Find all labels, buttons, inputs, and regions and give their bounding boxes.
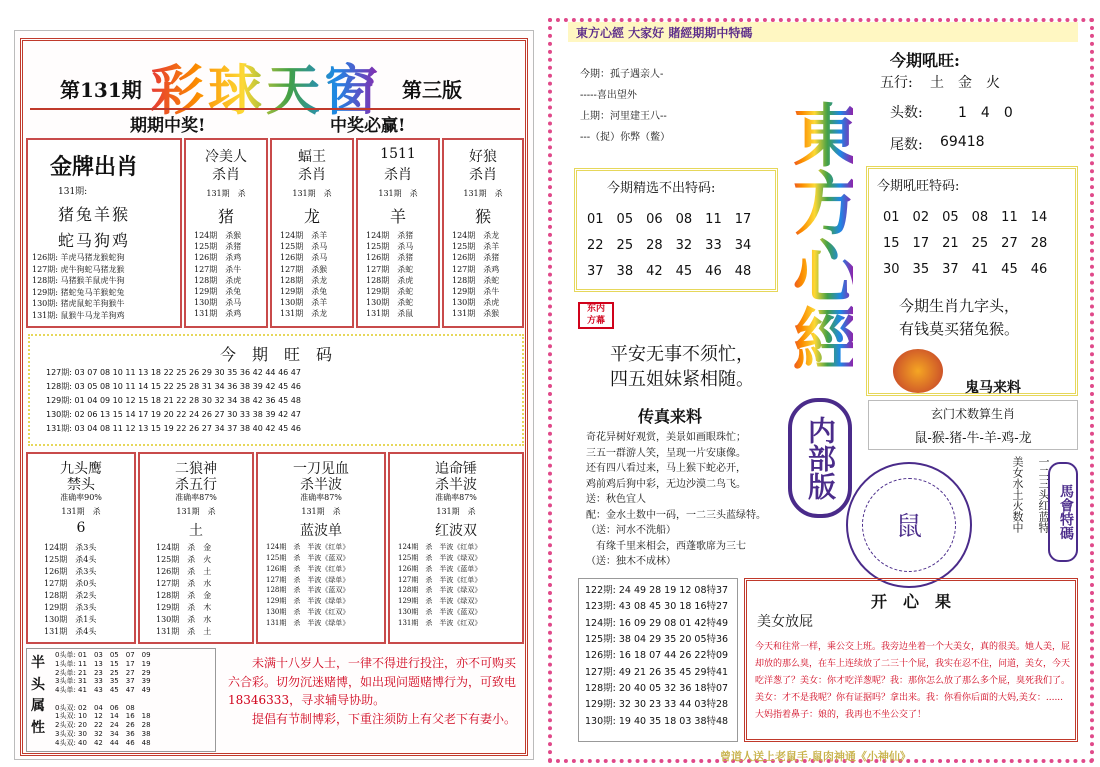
chase-hammer-rate: 准确率87% <box>435 493 477 502</box>
chase-hammer-period: 131期 杀 <box>436 507 476 516</box>
nine-head-history: 124期 杀3头 125期 杀4头 126期 杀3头 127期 杀0头 128期 杀2头 129期 杀3头 130期 杀1头 131期 杀4头 <box>44 543 97 636</box>
riddle-info: 今期：孤子遇亲人- -----喜出望外 上期：河里建王八-- ---（捉）你弊（鳖） <box>580 69 671 143</box>
chase-hammer-value: 红波双 <box>435 523 477 539</box>
kill-col-1-history: 124期 杀猴 125期 杀猪 126期 杀鸡 127期 杀牛 128期 杀虎 129期 杀兔 130期 杀马 131期 杀鸡 <box>194 231 242 319</box>
gold-title: 金牌出肖 <box>50 154 139 180</box>
header-divider <box>30 108 520 110</box>
wuxing-value: 土 金 火 <box>930 75 1000 91</box>
wang-title: 今期吼旺: <box>890 51 960 70</box>
gold-line-1: 猪兔羊猴 <box>58 205 131 224</box>
tou-value: 1 4 0 <box>958 105 1013 121</box>
kill-col-4-sub: 杀肖 <box>469 167 497 183</box>
chuanzhen-title: 传真来料 <box>637 407 702 426</box>
nine-head-value: 6 <box>76 520 86 536</box>
xuanmen-list: 鼠-猴-猪-牛-羊-鸡-龙 <box>914 431 1032 446</box>
wei-label: 尾数: <box>890 137 923 153</box>
kaixin-title: 开 心 果 <box>870 592 951 611</box>
half-head-side: 半 头 属 性 <box>31 655 45 737</box>
tou-label: 头数: <box>890 105 923 121</box>
joke-title: 美女放屁 <box>757 614 813 630</box>
slogan-right: 中奖必赢! <box>330 116 406 136</box>
gui-title: 鬼马来料 <box>965 380 1021 396</box>
gold-period: 131期: <box>58 187 88 197</box>
wang-ma-title: 今 期 旺 码 <box>219 345 332 364</box>
history-list: 122期: 24 49 28 19 12 08特37 123期: 43 08 45 30 18 16特27 124期: 16 09 29 08 01 42特49 125期: 38 04 29 35 20 05特36 126期: 16 18 07 44 26 22特09 127期: 49 21 26 35 45 29特41 128期: 20 40 05 32 36 18特07 129期: 32 30 23 33 44 03特28 130期: 19 40 35 18 03 38特48 <box>585 585 729 727</box>
one-blade-history: 124期 杀 半波《红单》 125期 杀 半波《蓝双》 126期 杀 半波《红单》 127期 杀 半波《绿单》 128期 杀 半波《蓝双》 129期 杀 半波《绿单》 130期 杀 半波《红双》 131期 杀 半波《绿单》 <box>266 543 350 627</box>
kill-col-2 <box>270 138 354 328</box>
hou-title: 今期吼旺特码: <box>877 179 960 194</box>
chase-hammer-title: 追命锤 <box>435 461 477 477</box>
history-box <box>578 578 738 742</box>
kill-col-2-title: 蝠王 <box>298 149 326 165</box>
jingxuan-numbers: 01 05 06 08 11 17 22 25 28 32 33 34 37 38 42 45 46 48 <box>587 212 752 279</box>
chase-hammer-box <box>388 452 524 644</box>
side-text-a: 美女水土火数中 <box>1011 456 1024 533</box>
kill-col-4-value: 猴 <box>474 207 491 226</box>
kill-col-1 <box>184 138 268 328</box>
nine-head-period: 131期 杀 <box>61 507 101 516</box>
jingxuan-box <box>574 168 778 292</box>
kill-col-3-value: 羊 <box>389 207 406 226</box>
chase-hammer-sub: 杀半波 <box>435 477 477 493</box>
wolf-god-period: 131期 杀 <box>176 507 216 516</box>
wolf-god-history: 124期 杀 金 125期 杀 火 126期 杀 土 127期 杀 水 128期 杀 金 129期 杀 木 130期 杀 水 131期 杀 土 <box>156 543 212 636</box>
inside-stamp: 东内 方幕 <box>578 302 614 329</box>
wolf-god-sub: 杀五行 <box>175 477 217 493</box>
kill-col-2-sub: 杀肖 <box>298 167 326 183</box>
kill-col-3-sub: 杀肖 <box>384 167 412 183</box>
kill-col-4 <box>442 138 524 328</box>
age-notice: 未满十八岁人士，一律不得进行投注，亦不可购买六合彩。切勿沉迷赌博，如出现问题赌博行为，可致电18346333，寻求辅导协助。 <box>228 656 517 708</box>
wang-ma-box <box>28 334 524 446</box>
gamble-notice: 提倡有节制博彩，下重注须防上有父老下有妻小。 <box>252 712 517 726</box>
wolf-god-rate: 准确率87% <box>175 493 217 502</box>
bottom-banner: 曾道人送上老鼠手,鼠肉神通《小神仙》 <box>720 750 911 763</box>
dongfang-logo: 東方心經 <box>781 100 862 372</box>
kill-col-2-period: 131期 杀 <box>292 189 332 198</box>
xuanmen-title: 玄门术数算生肖 <box>930 407 1015 421</box>
one-blade-value: 蓝波单 <box>300 523 342 539</box>
zodiac-center: 鼠 <box>895 512 922 542</box>
one-blade-sub: 杀半波 <box>300 477 342 493</box>
half-head-box <box>26 648 216 752</box>
kill-col-3 <box>356 138 440 328</box>
wolf-god-title: 二狼神 <box>175 461 217 477</box>
kill-col-1-title: 冷美人 <box>205 149 247 165</box>
kill-col-1-period: 131期 杀 <box>206 189 246 198</box>
chase-hammer-history: 124期 杀 半波《红单》 125期 杀 半波《绿双》 126期 杀 半波《蓝单》 127期 杀 半波《红单》 128期 杀 半波《绿双》 129期 杀 半波《绿双》 130期 杀 半波《蓝双》 131期 杀 半波《红双》 <box>398 543 482 627</box>
kill-col-3-period: 131期 杀 <box>378 189 418 198</box>
issue-number: 第131期 <box>60 78 142 102</box>
nine-head-poem: 今期生肖九字头， 有钱莫买猪兔猴。 <box>899 297 1020 338</box>
slogan-left: 期期中奖! <box>130 116 206 136</box>
kill-col-2-history: 124期 杀羊 125期 杀马 126期 杀马 127期 杀猴 128期 杀龙 129期 杀兔 130期 杀羊 131期 杀龙 <box>280 231 328 319</box>
kill-col-1-value: 猪 <box>217 207 234 226</box>
one-blade-period: 131期 杀 <box>301 507 341 516</box>
kill-col-3-history: 124期 杀猪 125期 杀马 126期 杀猪 127期 杀蛇 128期 杀虎 129期 杀蛇 130期 杀蛇 131期 杀鼠 <box>366 231 414 319</box>
chuanzhen-text: 奇花异树好观赏，美景如画眼珠忙； 三五一群游人笑，呈现一片安康像。 还有四八看过来，马上猴下蛇必开， 鸡前鸡后狗中彩，无边沙漠二鸟飞。 送：秋色宜人 配：金水土数中一码，一二三头蓝绿特。 （送：河水不洗船） 有缘千里来相会，西蓬歌席为三七 （送：独木不成林） <box>586 432 766 567</box>
hou-box <box>866 166 1078 396</box>
wang-ma-rows: 127期: 03 07 08 10 11 13 18 22 25 26 29 30 35 36 42 44 46 47 128期: 03 05 08 10 11 14 15 22 25 28 31 34 36 38 39 42 45 46 129期: 01 04 09 10 12 15 18 21 22 28 30 32 34 38 42 36 45 48 130期: 02 06 13 15 14 17 19 20 22 24 26 27 30 33 38 39 42 47 131期: 03 04 08 11 12 13 15 19 22 26 27 34 37 38 40 42 45 46 <box>46 368 301 433</box>
side-text-b: 一二三头红蓝特 <box>1037 456 1050 533</box>
one-blade-box <box>256 452 386 644</box>
kill-col-4-period: 131期 杀 <box>463 189 503 198</box>
gold-history: 126期: 羊虎马猪龙猴蛇狗 127期: 虎牛狗蛇马猪龙猴 128期: 马猪猴羊鼠虎牛狗 129期: 猪蛇兔马羊猴蛇兔 130期: 猪虎鼠蛇羊狗猴牛 131期: 鼠猴牛马龙羊狗鸡 <box>32 253 125 320</box>
kill-col-4-title: 好狼 <box>469 149 497 165</box>
kill-col-2-value: 龙 <box>303 207 320 226</box>
neibu-badge: 内部版 <box>788 398 852 518</box>
caiqiu-logo: 彩球天窗 <box>150 48 382 125</box>
one-blade-title: 一刀见血 <box>293 461 349 477</box>
wolf-god-value: 土 <box>189 523 203 539</box>
one-blade-rate: 准确率87% <box>300 493 342 502</box>
top-banner: 東方心經 大家好 賭經期期中特碼 <box>568 22 1078 42</box>
zodiac-wheel <box>846 462 972 588</box>
edition-label: 第三版 <box>402 78 462 102</box>
tiger-icon <box>893 349 943 393</box>
wei-value: 69418 <box>940 134 985 150</box>
half-head-table: 0头单: 01 03 05 07 09 1头单: 11 13 15 17 19 2头单: 21 23 25 27 29 3头单: 31 33 35 37 39 4头单: 41 43 45 47 49 0头双: 02 04 06 08 1头双: 10 12 14 16 18 2头双: 20 22 24 26 28 3头双: 30 32 34 36 38 4头双: 40 42 44 46 48 <box>55 651 151 747</box>
gold-line-2: 蛇马狗鸡 <box>58 231 131 250</box>
joke-text: 今天和往常一样，乘公交上班。我旁边坐着一个大美女，真的很美。她人美，屁却放的那么臭，在车上连续放了二三十个屁，我实在忍不住，问道，美女，今天吃洋葱了？美女：你才吃洋葱呢？我：那你怎么放了那么多个屁，臭死我们了。美女：才不是我呢？你有证据吗？拿出来。我：你看你后面的大妈,美女：......大妈指着鼻子：娘的，我再也不坐公交了！ <box>755 642 1071 721</box>
wuxing-label: 五行: <box>880 75 913 91</box>
poem-text: 平安无事不须忙， 四五姐妹紧相随。 <box>610 344 754 391</box>
kaixin-box <box>744 578 1078 742</box>
kill-col-3-title: 1511 <box>380 146 416 162</box>
nine-head-box <box>26 452 136 644</box>
kill-col-1-sub: 杀肖 <box>212 167 240 183</box>
hou-numbers: 01 02 05 08 11 14 15 17 21 25 27 28 30 35 37 41 45 46 <box>883 210 1048 277</box>
gold-box <box>26 138 182 328</box>
jingxuan-title: 今期精选不出特码: <box>607 181 716 196</box>
nine-head-sub: 禁头 <box>67 477 95 493</box>
kill-col-4-history: 124期 杀龙 125期 杀羊 126期 杀猪 127期 杀鸡 128期 杀蛇 129期 杀牛 130期 杀虎 131期 杀猴 <box>452 231 500 319</box>
nine-head-title: 九头鹰 <box>60 461 102 477</box>
nine-head-rate: 准确率90% <box>60 493 102 502</box>
xuanmen-box <box>868 400 1078 450</box>
wolf-god-box <box>138 452 254 644</box>
mahui-badge: 馬會特碼 <box>1048 462 1078 562</box>
